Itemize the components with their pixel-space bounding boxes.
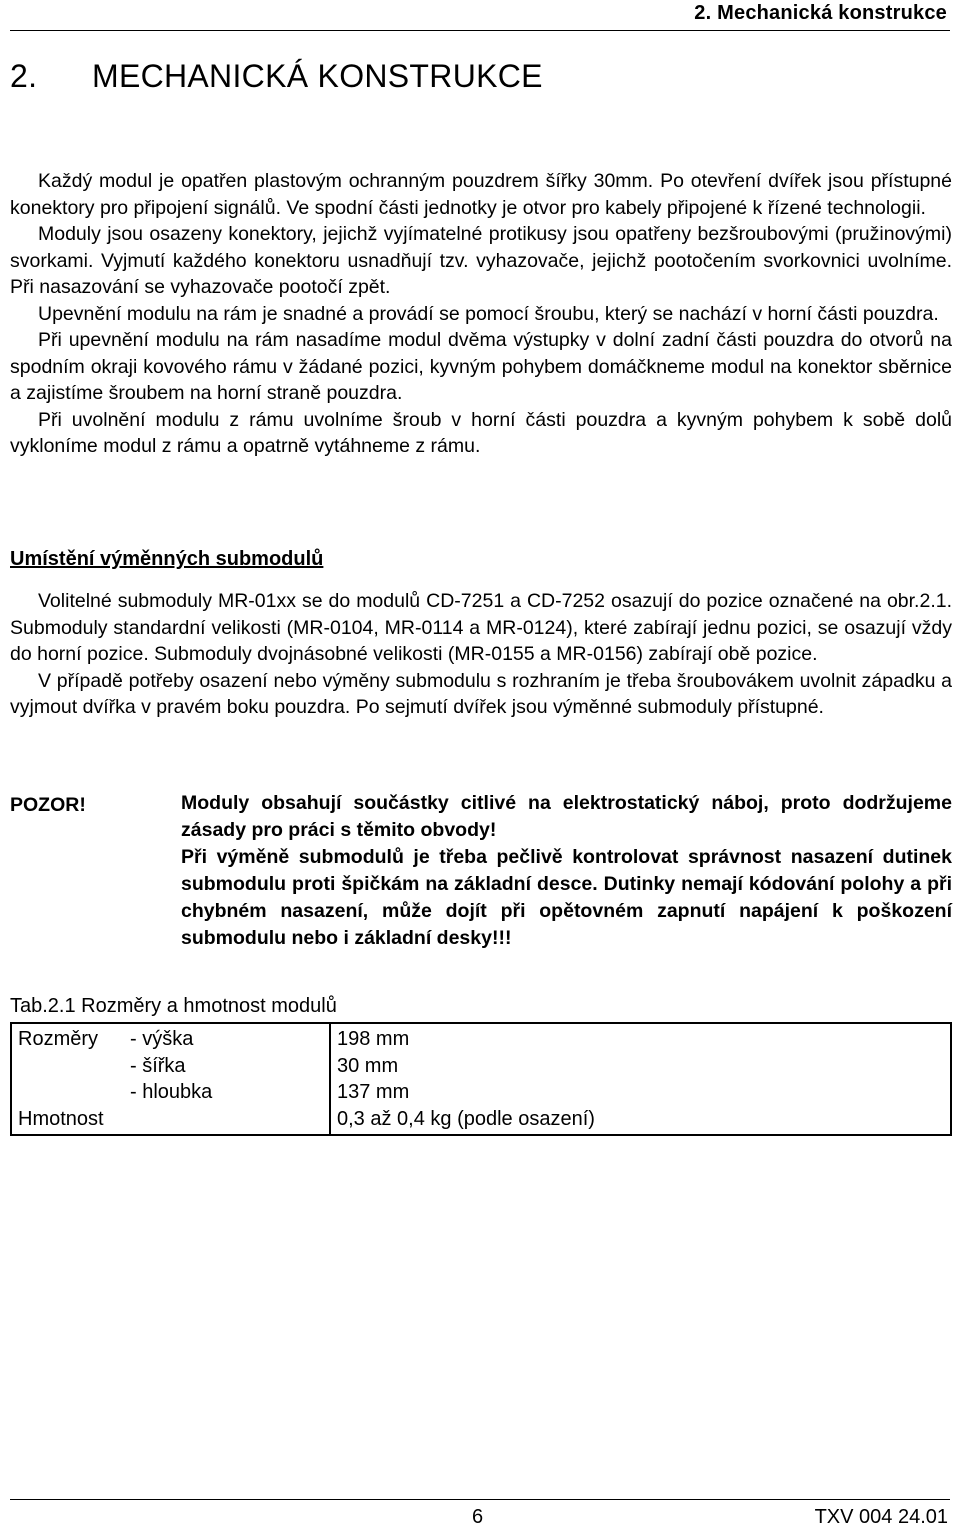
document-number: TXV 004 24.01 bbox=[814, 1506, 948, 1528]
row-value: 137 mm bbox=[337, 1081, 410, 1103]
row-value: 30 mm bbox=[337, 1054, 399, 1077]
paragraph: Moduly jsou osazeny konektory, jejichž vyjímatelné protikusy jsou opatřeny bezšroubovými (pružinovými) svorkami. Vyjmutí každého konektoru usnadňují tzv. vyhazovače, jejichž pootočením svorkovnici uvolníme. Při nasazování se vyhazovače pootočí zpět. bbox=[10, 223, 952, 298]
key-line bbox=[18, 1053, 323, 1080]
warning-content bbox=[181, 790, 952, 952]
key-line bbox=[18, 1106, 323, 1133]
row-value: 0,3 až 0,4 kg (podle osazení) bbox=[337, 1107, 595, 1130]
section-text bbox=[10, 588, 952, 721]
dimensions-table bbox=[10, 1022, 952, 1136]
row-key: Rozměry bbox=[18, 1028, 99, 1050]
warning-label: POZOR! bbox=[10, 794, 86, 816]
row-sub: - hloubka bbox=[130, 1081, 213, 1103]
chapter-title-text: MECHANICKÁ KONSTRUKCE bbox=[92, 58, 543, 94]
warning-line: Moduly obsahují součástky citlivé na elektrostatický náboj, proto dodržujeme zásady pro práci s těmito obvody! bbox=[181, 792, 952, 841]
paragraph: Při upevnění modulu na rám nasadíme modul dvěma výstupky v dolní zadní části pouzdra do otvorů na spodním okraji kovového rámu v žádané pozici, kyvným pohybem domáčkneme modul na konektor sběrnice a zajistíme šroubem na horní straně pouzdra. bbox=[10, 329, 952, 404]
paragraph: Každý modul je opatřen plastovým ochranným pouzdrem šířky 30mm. Po otevření dvířek jsou přístupné konektory pro připojení signálů. Ve spodní části jednotky je otvor pro kabely připojené k řízené technologii. bbox=[10, 170, 952, 219]
key-line bbox=[18, 1079, 323, 1106]
key-line bbox=[18, 1026, 323, 1053]
row-sub: - výška bbox=[130, 1028, 194, 1050]
row-key: Hmotnost bbox=[18, 1107, 104, 1130]
table-row bbox=[11, 1023, 951, 1135]
chapter-number: 2. bbox=[10, 58, 38, 94]
row-key bbox=[18, 1079, 130, 1106]
table-caption: Tab.2.1 Rozměry a hmotnost modulů bbox=[10, 995, 337, 1017]
warning-block bbox=[10, 790, 952, 952]
intro-text bbox=[10, 168, 952, 460]
paragraph: Volitelné submoduly MR-01xx se do modulů CD-7251 a CD-7252 osazují do pozice označené na obr.2.1. Submoduly standardní velikosti (MR-0104, MR-0114 a MR-0124), které zabírají jednu pozici, se osazují vždy do horní pozice. Submoduly dvojnásobné velikosti (MR-0155 a MR-0156) zabírají obě pozice. bbox=[10, 590, 952, 665]
page-number: 6 bbox=[472, 1506, 484, 1528]
paragraph: Při uvolnění modulu z rámu uvolníme šroub v horní části pouzdra a kyvným pohybem k sobě dolů vykloníme modul z rámu a opatrně vytáhneme z rámu. bbox=[10, 408, 952, 457]
table-cell-values bbox=[330, 1023, 951, 1135]
row-value: 198 mm bbox=[337, 1028, 410, 1050]
page-footer bbox=[10, 1499, 950, 1531]
row-key bbox=[18, 1053, 130, 1080]
chapter-title bbox=[10, 58, 543, 95]
table-cell-keys bbox=[11, 1023, 330, 1135]
running-title: 2. Mechanická konstrukce bbox=[694, 2, 947, 24]
section-heading: Umístění výměnných submodulů bbox=[10, 548, 324, 570]
row-sub: - šířka bbox=[130, 1054, 186, 1077]
paragraph: Upevnění modulu na rám je snadné a provádí se pomocí šroubu, který se nachází v horní části pouzdra. bbox=[38, 302, 939, 325]
paragraph: V případě potřeby osazení nebo výměny submodulu s rozhraním je třeba šroubovákem uvolnit západku a vyjmout dvířka v pravém boku pouzdra. Po sejmutí dvířek jsou výměnné submoduly přístupné. bbox=[10, 669, 952, 718]
running-header bbox=[10, 0, 950, 31]
warning-line: Při výměně submodulů je třeba pečlivě kontrolovat správnost nasazení dutinek submodulu proti špičkám na základní desce. Dutinky nemají kódování polohy a při chybném nasazení, může dojít při opětovném zapnutí napájení k poškození submodulu nebo i základní desky!!! bbox=[181, 846, 952, 949]
